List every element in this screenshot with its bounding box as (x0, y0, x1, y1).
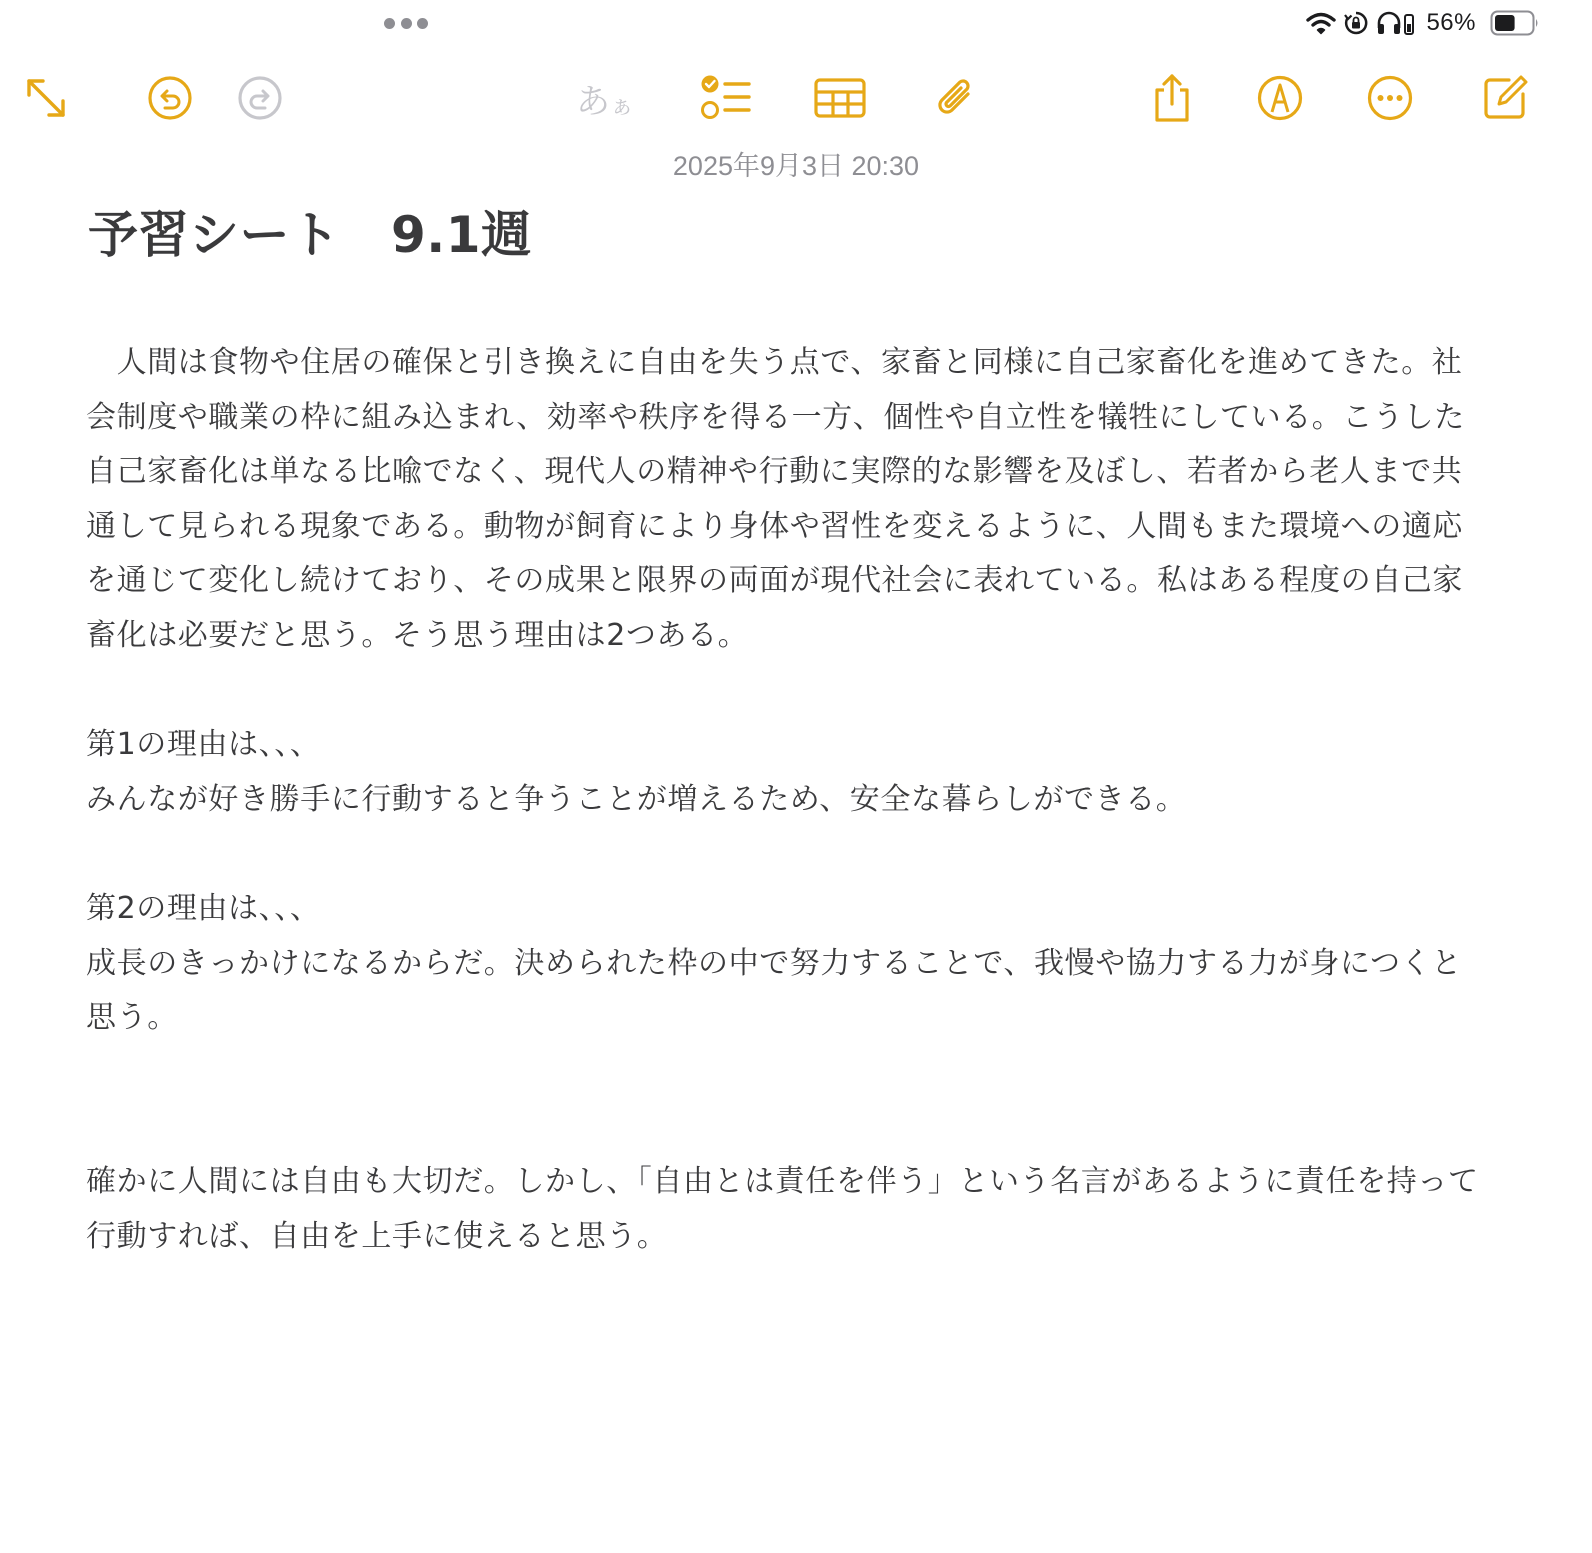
attachment-button[interactable] (928, 70, 984, 126)
table-button[interactable] (812, 70, 868, 126)
table-icon (813, 76, 867, 120)
multitasking-dots-icon[interactable] (384, 16, 428, 30)
checklist-icon (699, 74, 753, 122)
reason1-text[interactable]: みんなが好き勝手に行動すると争うことが増えるため、安全な暮らしができる。 (86, 781, 1187, 817)
note-date: 2025年9月3日 20:30 (672, 151, 920, 181)
blank-line (86, 664, 1486, 719)
compose-icon (1479, 73, 1529, 123)
blank-line (86, 1046, 1486, 1101)
note-title[interactable]: 予習シート 9.1週 (88, 206, 532, 264)
share-button[interactable] (1144, 70, 1200, 126)
compose-button[interactable] (1476, 70, 1532, 126)
blank-line (86, 827, 1486, 882)
undo-icon (147, 75, 193, 121)
headphones-icon (1376, 10, 1416, 36)
status-bar (0, 0, 1592, 46)
collapse-icon (23, 75, 69, 121)
reason1-heading[interactable]: 第1の理由は、、、 (86, 727, 321, 763)
note-paragraph-intro[interactable]: 人間は食物や住居の確保と引き換えに自由を失う点で、家畜と同様に自己家畜化を進めてきた。社会制度や職業の枠に組み込まれ、効率や秩序を得る一方、個性や自立性を犠牲にしている。こうした自己家畜化は単なる比喩でなく、現代人の精神や行動に実際的な影響を及ぼし、若者から老人まで共通して見られる現象である。動物が飼育により身体や習性を変えるように、人間もまた環境への適応を通じて変化し続けており、その成果と限界の両面が現代社会に表れている。私はある程度の自己家畜化は必要だと思う。そう思う理由は2つある。 (86, 345, 1465, 653)
blank-line (86, 1100, 1486, 1155)
markup-button[interactable] (1252, 70, 1308, 126)
orientation-lock-icon (1344, 11, 1368, 35)
wifi-icon (1306, 11, 1336, 35)
redo-button[interactable] (232, 70, 288, 126)
battery-percent: 56% (1426, 9, 1476, 36)
markup-icon (1256, 74, 1304, 122)
status-indicators (1306, 8, 1540, 38)
checklist-button[interactable] (698, 70, 754, 126)
text-format-icon: あぁ (576, 81, 634, 122)
more-button[interactable] (1362, 70, 1418, 126)
attachment-icon (932, 74, 980, 122)
collapse-button[interactable] (18, 70, 74, 126)
conclusion-paragraph[interactable]: 確かに人間には自由も大切だ。しかし、「自由とは責任を伴う」という名言があるように責任を持って行動すれば、自由を上手に使えると思う。 (86, 1163, 1479, 1254)
note-body[interactable] (86, 336, 1486, 1264)
reason2-heading[interactable]: 第2の理由は、、、 (86, 890, 321, 926)
redo-icon (237, 75, 283, 121)
note-toolbar (0, 60, 1592, 136)
more-icon (1366, 74, 1414, 122)
undo-button[interactable] (142, 70, 198, 126)
reason2-text[interactable]: 成長のきっかけになるからだ。決められた枠の中で努力することで、我慢や協力する力が身につくと思う。 (86, 945, 1462, 1036)
text-format-button[interactable] (560, 70, 650, 126)
share-icon (1149, 72, 1195, 124)
battery-icon (1490, 10, 1540, 36)
